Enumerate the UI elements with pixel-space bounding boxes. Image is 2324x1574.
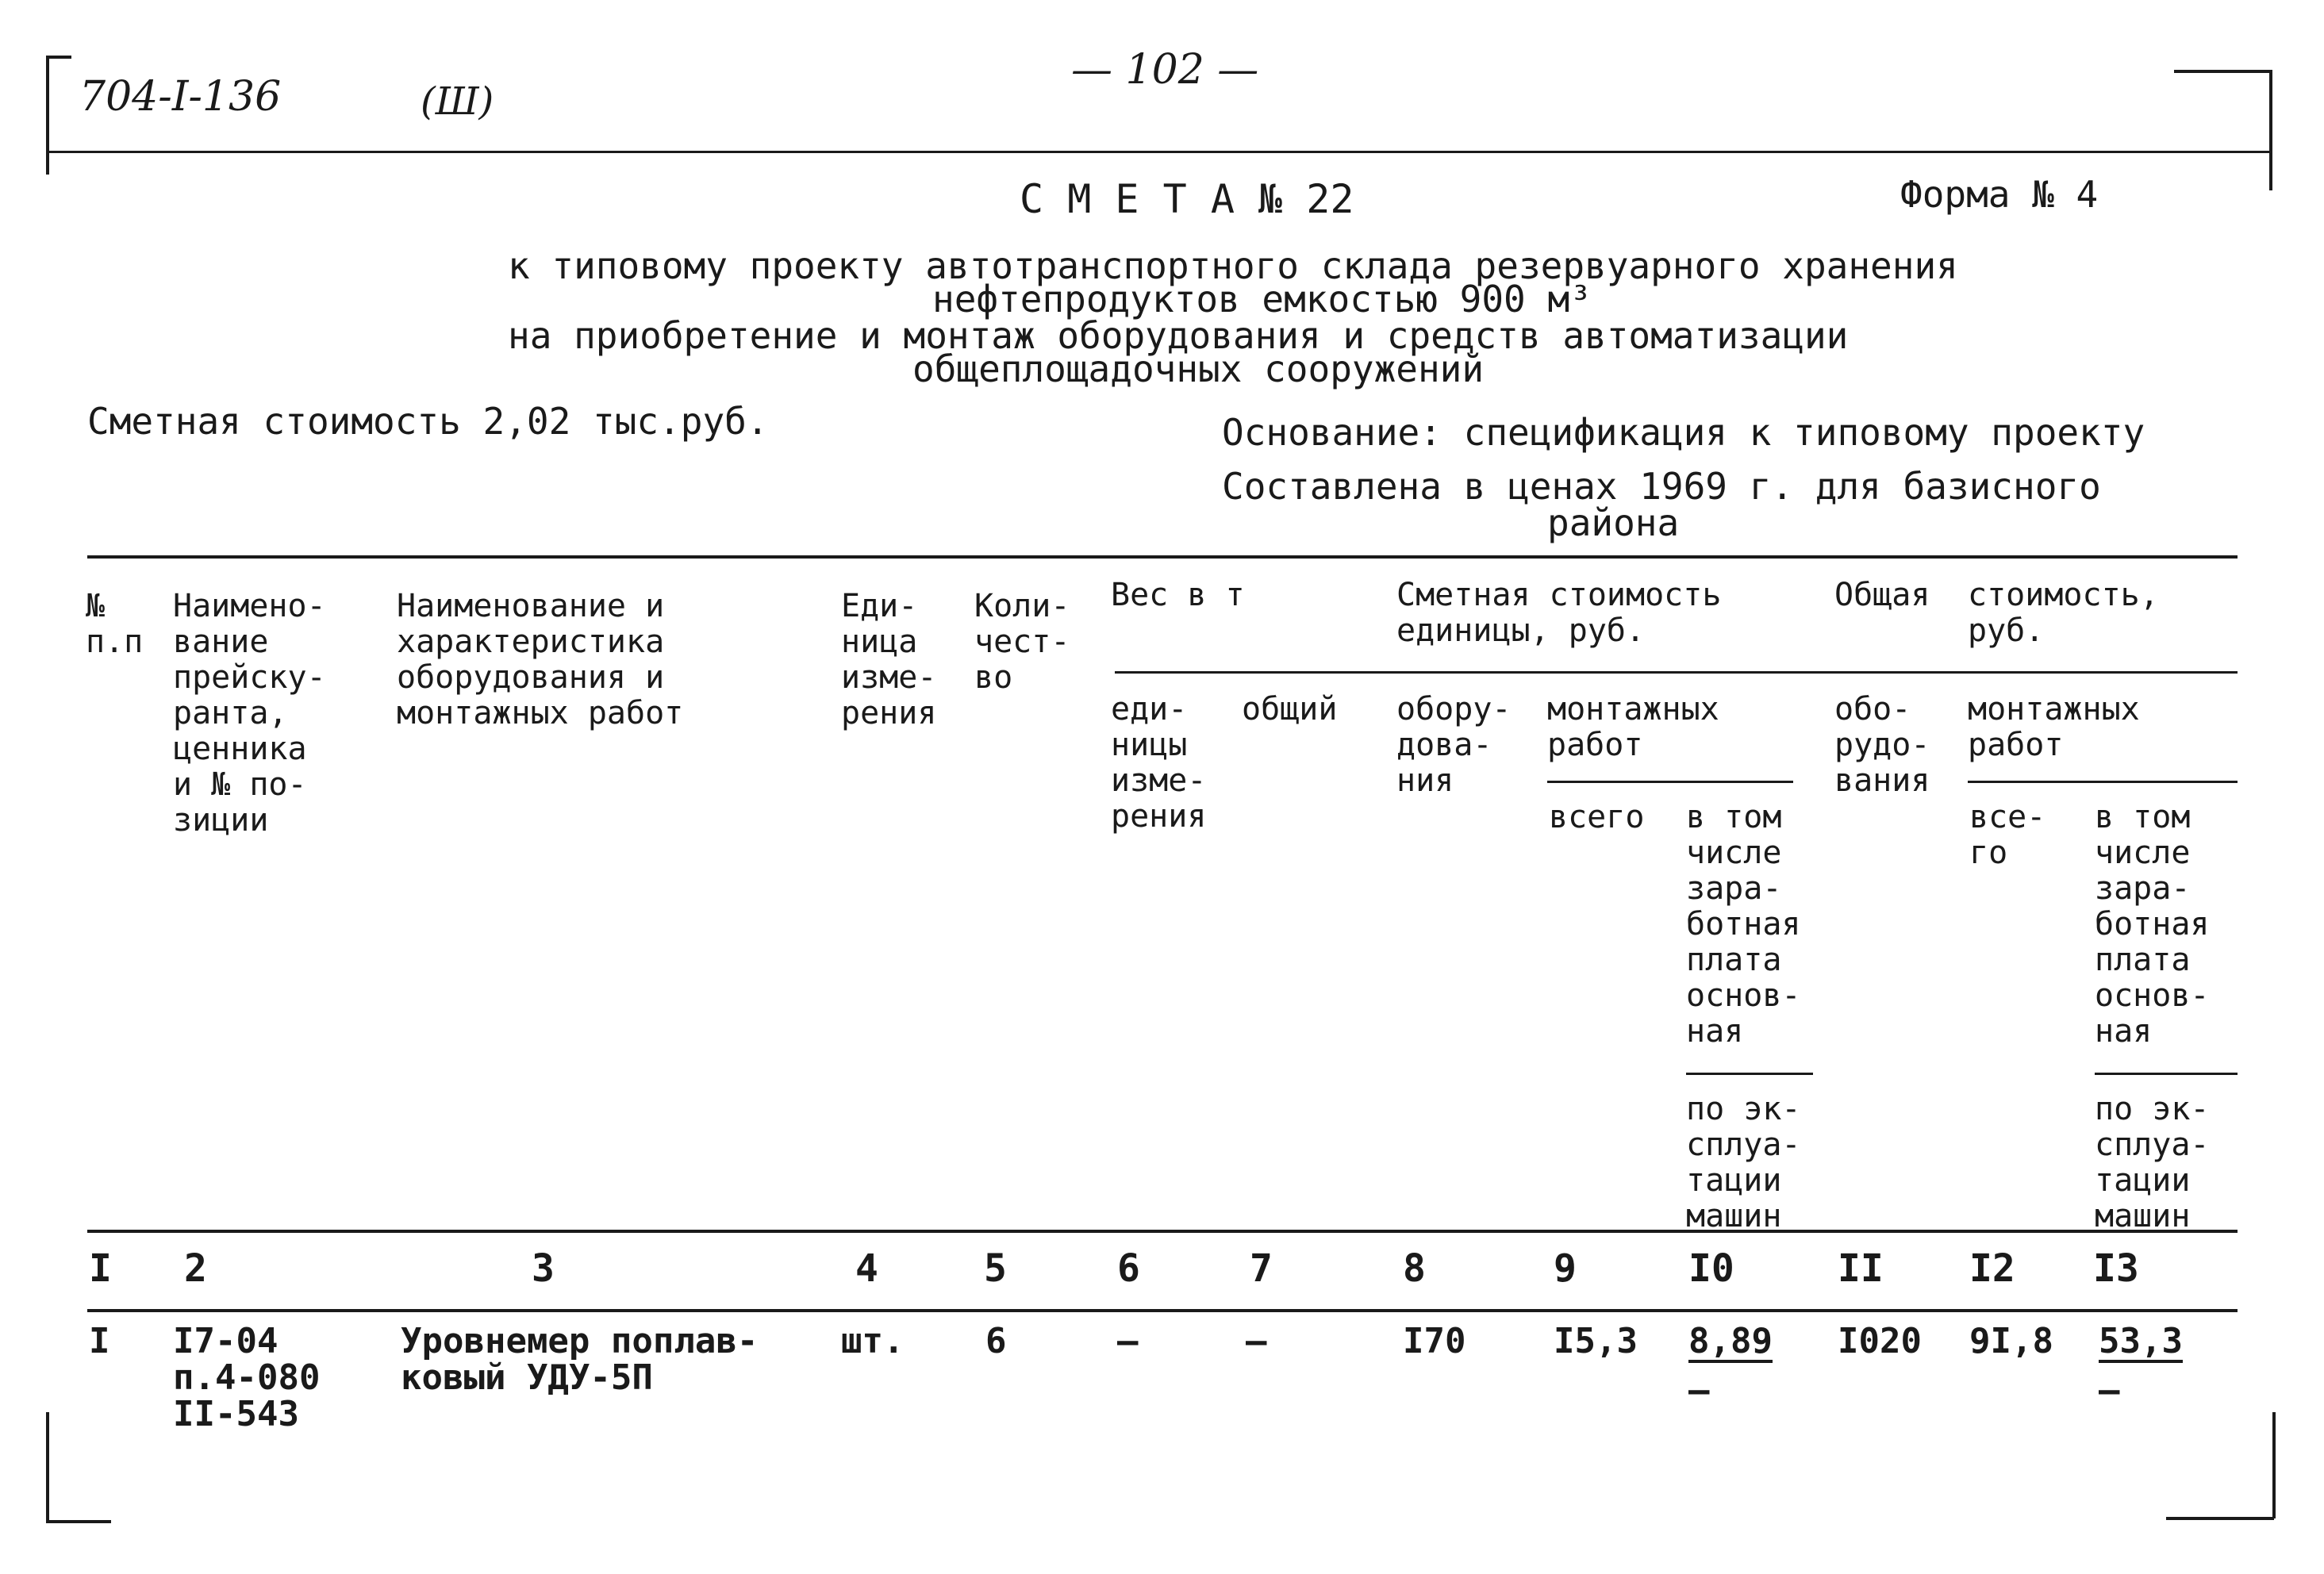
col-number-13: I3 [2093,1246,2139,1291]
title-line-4: общеплощадочных сооружений [912,347,1485,390]
frame-bottom-right-vertical [2272,1412,2276,1518]
col-num: № п.п [86,588,144,660]
col-uc-equipment: обору- дова- ния [1396,691,1512,799]
col-number-6: 6 [1117,1246,1140,1291]
col-number-3: 3 [532,1246,555,1291]
wage-subrule-2 [2095,1073,2238,1075]
col-pricelist: Наимено- вание прейску- ранта, ценника и № по- зиции [173,588,326,839]
row-tc-equipment: I020 [1838,1321,1922,1361]
frame-top-right-horizontal [2174,70,2271,73]
col-uc-inst-total: всего [1549,799,1645,835]
row-uc-equipment: I70 [1403,1321,1466,1361]
row-weight-total: — [1246,1321,1267,1361]
installation-subrule-2 [1968,781,2238,783]
basis-line: Основание: спецификация к типовому проекту [1222,411,2145,454]
volume-mark: (Ш) [421,79,494,124]
col-uc-installation: монтажных работ [1547,691,1719,763]
row-uc-inst-total: I5,3 [1554,1321,1638,1361]
estimated-cost: Сметная стоимость 2,02 тыс.руб. [87,400,769,443]
title-line-1: к типовому проекту автотранспортного склада резервуарного хранения [508,244,1958,287]
row-qty: 6 [985,1321,1007,1361]
title-line-2: нефтепродуктов емкостью 900 м³ [932,278,1592,321]
col-unit-cost: Сметная стоимость единицы, руб. [1396,577,1722,649]
row-unit: шт. [841,1321,905,1361]
col-unit: Еди- ница изме- рения [841,588,937,731]
col-uc-inst-machine: по эк- сплуа- тации машин [1686,1091,1801,1234]
frame-top-left-vertical [46,56,49,175]
col-uc-inst-wage: в том числе зара- ботная плата основ- ная [1686,799,1801,1050]
col-total-cost: Общая [1834,577,1930,613]
row-uc-inst-machine: — [1688,1370,1710,1411]
col-number-10: I0 [1688,1246,1734,1291]
col-number-8: 8 [1403,1246,1426,1291]
col-number-7: 7 [1250,1246,1273,1291]
frame-bottom-left-vertical [46,1412,49,1523]
col-number-9: 9 [1554,1246,1577,1291]
compiled-line: Составлена в ценах 1969 г. для базисного [1222,465,2101,508]
frame-header-rule [48,151,2269,153]
compiled-line-2: района [1547,501,1680,544]
row-name: Уровнемер поплав- ковый УДУ-5П [401,1321,759,1398]
col-number-2: 2 [184,1246,207,1291]
col-tc-installation: монтажных работ [1968,691,2140,763]
col-name: Наименование и характеристика оборудования и монтажных работ [397,588,684,731]
row-weight-unit: — [1117,1321,1139,1361]
weight-subrule [1115,671,2238,674]
title-line-3: на приобретение и монтаж оборудования и средств автоматизации [508,314,1849,357]
col-weight-total: общий [1242,691,1338,727]
row-tc-inst-total: 9I,8 [1969,1321,2053,1361]
col-weight-unit: еди- ницы изме- рения [1111,691,1207,835]
col-number-5: 5 [984,1246,1007,1291]
col-tc-equipment: обо- рудо- вания [1834,691,1930,799]
header-bottom-rule [87,1230,2238,1233]
row-pricelist: I7-04 п.4-080 II-543 [173,1321,321,1434]
row-num: I [89,1321,110,1361]
numbering-bottom-rule [87,1309,2238,1312]
table-top-rule [87,555,2238,559]
col-qty: Коли- чест- во [974,588,1070,696]
col-weight: Вес в т [1111,577,1245,613]
form-number: Форма № 4 [1900,173,2099,216]
col-number-11: II [1838,1246,1884,1291]
row-tc-inst-machine: — [2099,1370,2120,1411]
col-tc-inst-wage: в том числе зара- ботная плата основ- ная [2095,799,2210,1050]
frame-top-left-horizontal [48,56,71,59]
frame-bottom-left-horizontal [48,1520,111,1523]
doc-code: 704-I-136 [79,73,282,121]
smeta-title: С М Е Т А № 22 [1020,176,1354,222]
wage-subrule-1 [1686,1073,1813,1075]
row-tc-inst-wage: 53,3 [2099,1321,2183,1361]
col-tc-inst-total: все- го [1969,799,2046,871]
col-tc-inst-machine: по эк- сплуа- тации машин [2095,1091,2210,1234]
col-number-12: I2 [1969,1246,2015,1291]
col-number-4: 4 [855,1246,878,1291]
col-total-cost-2: стоимость, руб. [1968,577,2159,649]
installation-subrule-1 [1547,781,1793,783]
frame-top-right-vertical [2269,70,2272,190]
frame-bottom-right-horizontal [2166,1517,2274,1520]
col-number-1: I [89,1246,112,1291]
page-number: — 102 — [1071,46,1259,94]
row-uc-inst-wage: 8,89 [1688,1321,1773,1361]
